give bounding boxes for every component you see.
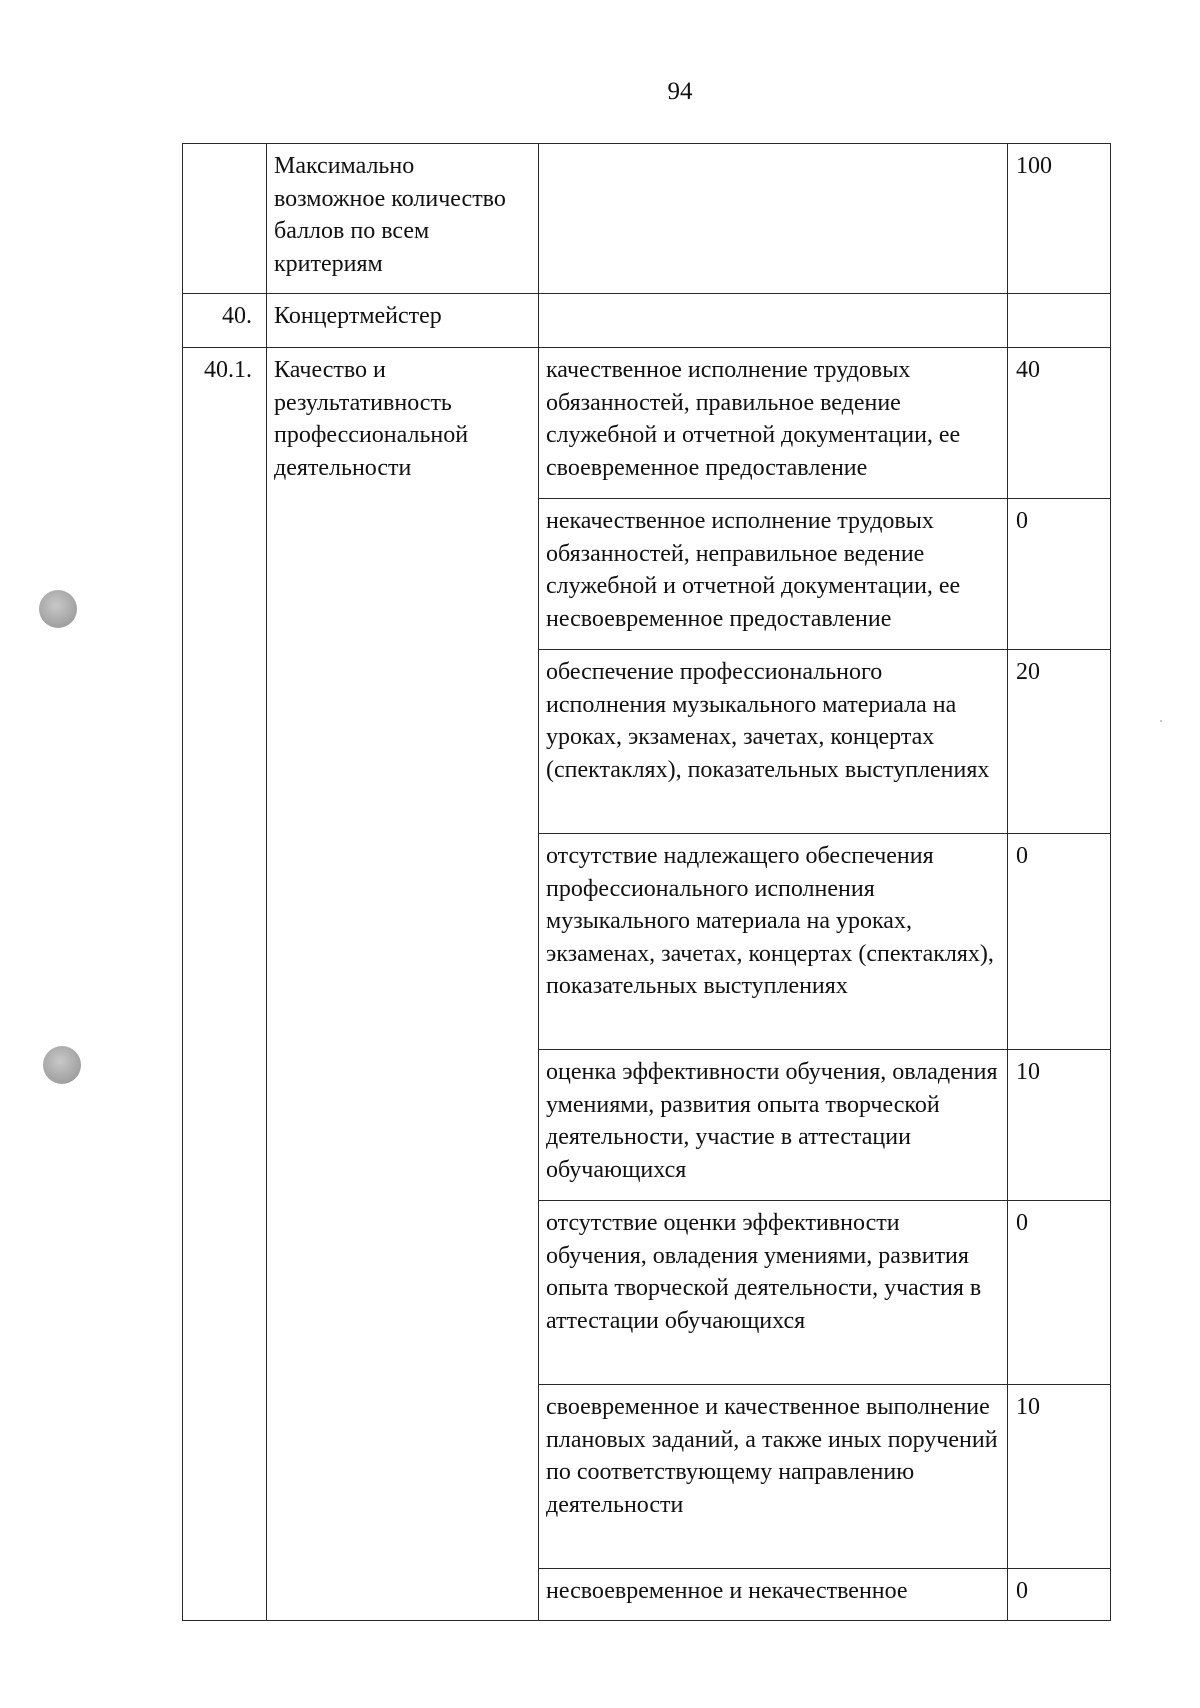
punch-hole-upper <box>39 590 77 628</box>
indicator-description-cell: отсутствие надлежащего обеспечения профессионального исполнения музыкального материала на уроках, экзаменах, зачетах, концертах (спектаклях), показательных выступлениях <box>539 834 1008 1050</box>
criteria-table <box>182 143 1111 1621</box>
indicator-description-cell: отсутствие оценки эффективности обучения, овладения умениями, развития опыта творческой деятельности, участия в аттестации обучающихся <box>539 1201 1008 1385</box>
indicator-description-cell: качественное исполнение трудовых обязанностей, правильное ведение служебной и отчетной документации, ее своевременное предоставление <box>539 348 1008 499</box>
points-cell: 40 <box>1008 348 1111 499</box>
points-cell: 0 <box>1008 1201 1111 1385</box>
points-cell: 0 <box>1008 499 1111 650</box>
page-number: 94 <box>667 78 693 105</box>
row-number-cell <box>183 144 267 294</box>
indicator-description-cell: некачественное исполнение трудовых обязанностей, неправильное ведение служебной и отчетной документации, ее несвоевременное предоставление <box>539 499 1008 650</box>
points-cell: 10 <box>1008 1050 1111 1201</box>
section-number-cell: 40.1. <box>183 348 267 1621</box>
indicator-description-cell: несвоевременное и некачественное <box>539 1569 1008 1621</box>
indicator-description-cell <box>539 144 1008 294</box>
points-cell: 10 <box>1008 1385 1111 1569</box>
table-row <box>183 144 1111 294</box>
points-cell: 20 <box>1008 650 1111 834</box>
indicator-description-cell <box>539 294 1008 348</box>
indicator-description-cell: своевременное и качественное выполнение плановых заданий, а также иных поручений по соответствующему направлению деятельности <box>539 1385 1008 1569</box>
points-cell: 0 <box>1008 834 1111 1050</box>
punch-hole-lower <box>43 1046 81 1084</box>
points-cell: 0 <box>1008 1569 1111 1621</box>
table-row <box>183 348 1111 499</box>
criterion-name-cell: Максимально возможное количество баллов по всем критериям <box>267 144 539 294</box>
table-row <box>183 294 1111 348</box>
points-cell: 100 <box>1008 144 1111 294</box>
criterion-name-cell: Концертмейстер <box>267 294 539 348</box>
row-number-cell: 40. <box>183 294 267 348</box>
points-cell <box>1008 294 1111 348</box>
section-name-cell: Качество и результативность профессиональной деятельности <box>267 348 539 1621</box>
scan-speck <box>1160 720 1162 722</box>
indicator-description-cell: обеспечение профессионального исполнения музыкального материала на уроках, экзаменах, зачетах, концертах (спектаклях), показательных выступлениях <box>539 650 1008 834</box>
indicator-description-cell: оценка эффективности обучения, овладения умениями, развития опыта творческой деятельности, участие в аттестации обучающихся <box>539 1050 1008 1201</box>
